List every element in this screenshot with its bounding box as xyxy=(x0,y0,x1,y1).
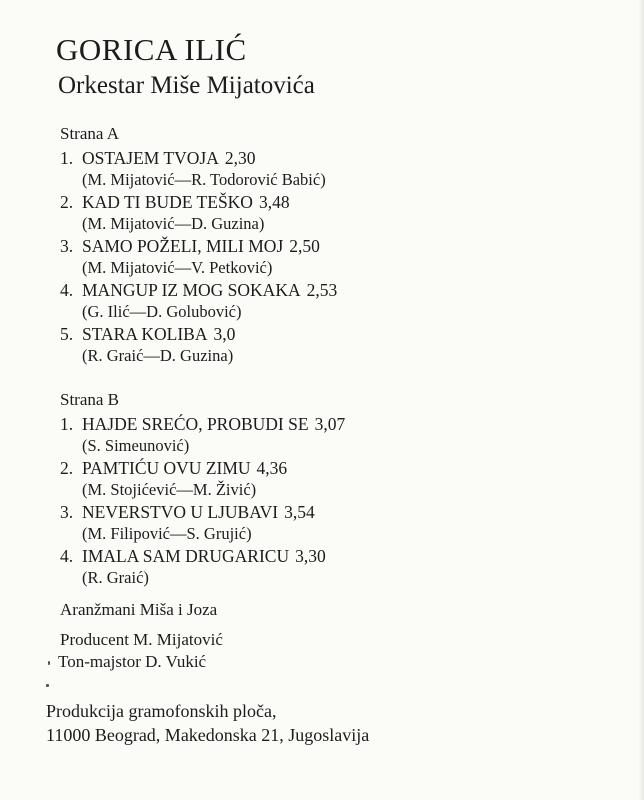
side-a-label: Strana A xyxy=(60,124,120,143)
track-title-line xyxy=(60,457,345,479)
track-title-line xyxy=(60,323,337,345)
track-duration: 4,36 xyxy=(256,458,288,478)
track-duration: 3,07 xyxy=(314,414,346,434)
track-title: MANGUP IZ MOG SOKAKA xyxy=(82,280,301,300)
track-duration: 3,54 xyxy=(284,502,315,522)
track-credits: (G. Ilić—D. Golubović) xyxy=(82,302,242,321)
track-item xyxy=(60,413,345,457)
track-number: 3. xyxy=(60,502,74,522)
track-item xyxy=(60,501,345,545)
track-title: IMALA SAM DRUGARICU xyxy=(82,546,290,566)
track-title: STARA KOLIBA xyxy=(82,324,208,344)
track-title-line xyxy=(60,147,337,169)
track-credits: (M. Mijatović—V. Petković) xyxy=(82,258,273,277)
scan-edge-shadow xyxy=(638,0,644,800)
track-number: 2. xyxy=(60,192,74,212)
arrangements-credit: Aranžmani Miša i Joza xyxy=(60,600,218,619)
track-credits: (S. Simeunović) xyxy=(82,436,190,455)
track-number: 4. xyxy=(60,280,74,300)
track-number: 1. xyxy=(60,414,74,434)
track-item xyxy=(60,191,337,235)
track-item xyxy=(60,545,345,589)
tonmaster-credit: Ton-majstor D. Vukić xyxy=(58,652,207,671)
track-title: KAD TI BUDE TEŠKO xyxy=(82,192,253,212)
producer-credit: Producent M. Mijatović xyxy=(60,630,223,649)
publisher-name: Produkcija gramofonskih ploča, xyxy=(46,701,277,721)
track-title: NEVERSTVO U LJUBAVI xyxy=(82,502,279,522)
track-title-line xyxy=(60,545,345,567)
track-duration: 2,30 xyxy=(224,148,256,168)
side-b-section xyxy=(60,390,345,589)
track-title-line xyxy=(60,413,345,435)
track-item xyxy=(60,457,345,501)
track-duration: 2,50 xyxy=(289,236,320,256)
artist-name: GORICA ILIĆ xyxy=(56,32,247,67)
track-duration: 2,53 xyxy=(306,280,338,300)
track-title-line xyxy=(60,501,345,523)
track-number: 3. xyxy=(60,236,74,256)
track-credits: (M. Filipović—S. Grujić) xyxy=(82,524,252,543)
track-credits: (R. Graić) xyxy=(82,568,149,587)
track-title: SAMO POŽELI, MILI MOJ xyxy=(82,236,284,256)
track-credits: (R. Graić—D. Guzina) xyxy=(82,346,234,365)
track-credits: (M. Mijatović—R. Todorović Babić) xyxy=(82,170,326,189)
track-item xyxy=(60,279,337,323)
track-title: OSTAJEM TVOJA xyxy=(82,148,219,168)
side-b-label: Strana B xyxy=(60,390,120,409)
print-speck xyxy=(48,661,50,665)
orchestra-name: Orkestar Miše Mijatovića xyxy=(58,72,315,99)
track-duration: 3,48 xyxy=(258,192,290,212)
track-number: 5. xyxy=(60,324,74,344)
side-a-section xyxy=(60,124,337,367)
track-title-line xyxy=(60,191,337,213)
track-title: HAJDE SREĆO, PROBUDI SE xyxy=(82,414,309,434)
track-number: 2. xyxy=(60,458,74,478)
track-title-line xyxy=(60,235,337,257)
track-item xyxy=(60,323,337,367)
print-speck xyxy=(46,684,49,687)
track-item xyxy=(60,147,337,191)
publisher-address: 11000 Beograd, Makedonska 21, Jugoslavija xyxy=(46,725,370,745)
track-number: 4. xyxy=(60,546,74,566)
track-title: PAMTIĆU OVU ZIMU xyxy=(82,458,251,478)
track-duration: 3,0 xyxy=(213,324,236,344)
track-number: 1. xyxy=(60,148,74,168)
print-fade xyxy=(290,645,370,675)
track-item xyxy=(60,235,337,279)
track-duration: 3,30 xyxy=(295,546,326,566)
track-title-line xyxy=(60,279,337,301)
track-credits: (M. Stojićević—M. Živić) xyxy=(82,480,257,499)
track-credits: (M. Mijatović—D. Guzina) xyxy=(82,214,265,233)
